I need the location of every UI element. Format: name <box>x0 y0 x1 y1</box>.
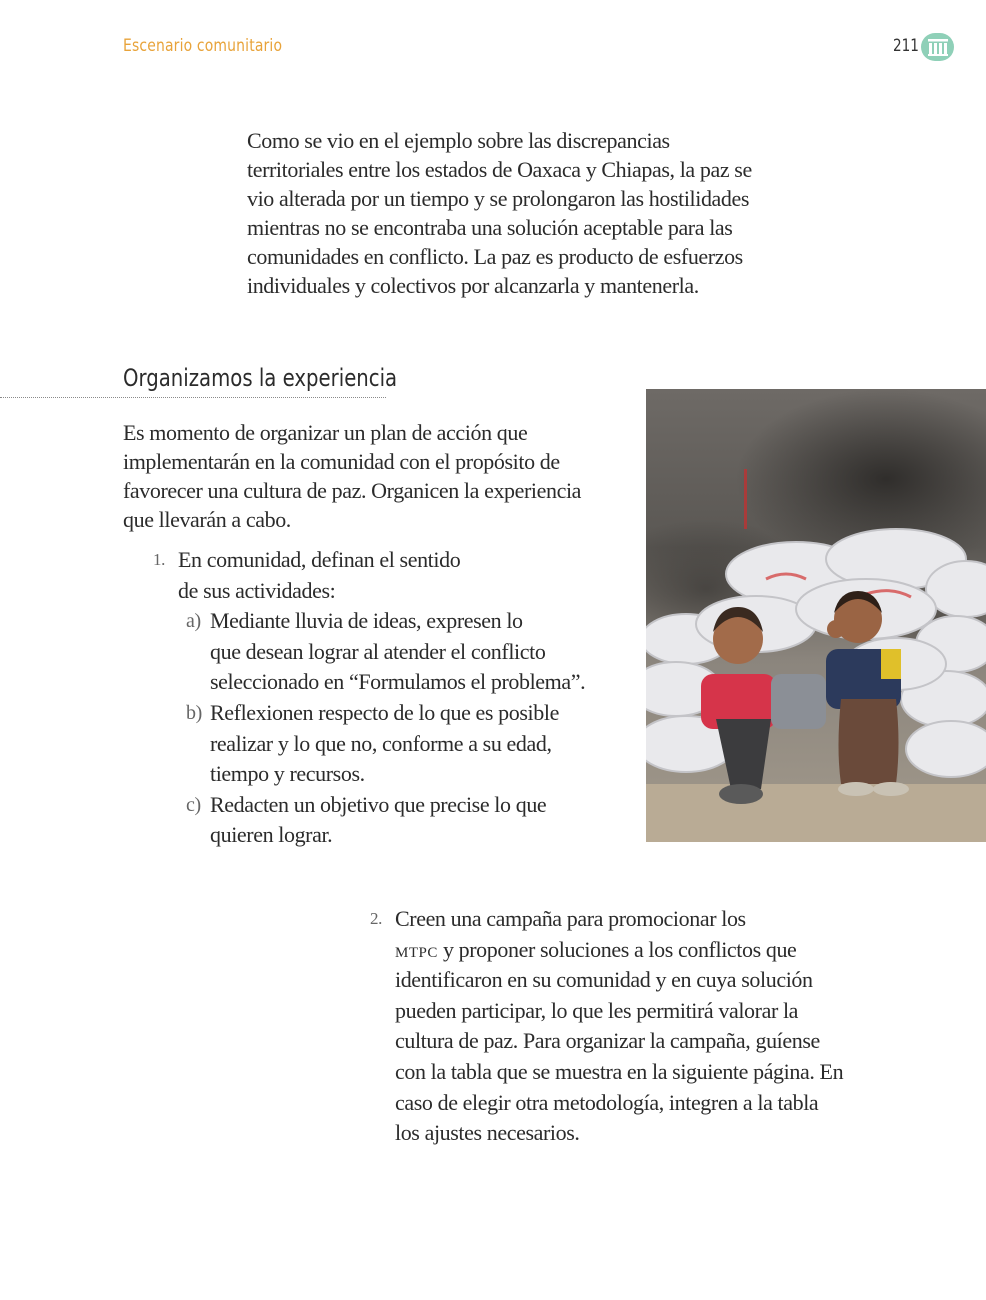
intro-line: Como se vio en el ejemplo sobre las discrepancias <box>247 128 670 153</box>
sub-line: Mediante lluvia de ideas, expresen lo <box>210 608 523 634</box>
sub-line: realizar y lo que no, conforme a su edad, <box>210 730 552 756</box>
sub-letter: a) <box>186 610 201 633</box>
step-number: 1. <box>153 550 165 569</box>
step-list <box>153 545 613 851</box>
intro-line: territoriales entre los estados de Oaxaca y Chiapas, la paz se <box>247 157 752 182</box>
lead-line: implementarán en la comunidad con el propósito de <box>123 449 560 474</box>
list-item <box>186 606 613 698</box>
step-line: identificaron en su comunidad y en cuya solución <box>395 967 813 993</box>
intro-line: vio alterada por un tiempo y se prolongaron las hostilidades <box>247 186 750 211</box>
page-badge <box>921 33 954 61</box>
lead-line: Es momento de organizar un plan de acción que <box>123 420 528 445</box>
sub-line: Redacten un objetivo que precise lo que <box>210 791 547 817</box>
step-line: pueden participar, lo que les permitirá valorar la <box>395 997 799 1023</box>
list-item <box>153 545 613 851</box>
sub-list <box>178 606 613 851</box>
step-line <box>395 935 860 966</box>
list-item <box>186 698 613 790</box>
list-item <box>186 790 613 851</box>
page-number: 211 <box>893 36 919 56</box>
sub-line: que desean lograr al atender el conflicto <box>210 638 546 664</box>
sub-line: tiempo y recursos. <box>210 761 365 787</box>
step-line: Creen una campaña para promocionar los <box>395 906 746 931</box>
acronym: mtpc <box>395 936 438 962</box>
section-divider <box>0 397 386 398</box>
sub-line: quieren lograr. <box>210 822 333 848</box>
step-line: En comunidad, definan el sentido <box>178 547 461 572</box>
sub-line: seleccionado en “Formulamos el problema”. <box>210 669 586 695</box>
step-line: los ajustes necesarios. <box>395 1120 580 1146</box>
step-line: con la tabla que se muestra en la siguiente página. En <box>395 1058 844 1084</box>
step-line: cultura de paz. Para organizar la campaña, guíense <box>395 1028 820 1054</box>
section-heading: Organizamos la experiencia <box>123 364 398 392</box>
community-building-icon <box>927 37 949 57</box>
sub-letter: c) <box>186 793 201 816</box>
intro-line: comunidades en conflicto. La paz es producto de esfuerzos <box>247 244 743 269</box>
intro-paragraph <box>247 126 787 300</box>
lead-paragraph <box>123 418 603 534</box>
lead-line: favorecer una cultura de paz. Organicen la experiencia <box>123 478 582 503</box>
intro-line: mientras no se encontraba una solución aceptable para las <box>247 215 733 240</box>
section-label: Escenario comunitario <box>123 36 283 56</box>
sub-letter: b) <box>186 701 202 724</box>
step-line: caso de elegir otra metodología, integren a la tabla <box>395 1089 819 1115</box>
list-item <box>370 904 860 1149</box>
step-line: de sus actividades: <box>178 577 336 603</box>
step-list <box>370 904 860 1149</box>
step-line-rest: y proponer soluciones a los conflictos que <box>437 936 797 962</box>
intro-line: individuales y colectivos por alcanzarla y mantenerla. <box>247 273 699 298</box>
sub-line: Reflexionen respecto de lo que es posible <box>210 699 559 725</box>
children-sandbags-photo <box>646 389 986 842</box>
lead-line: que llevarán a cabo. <box>123 507 291 532</box>
step-number: 2. <box>370 909 382 928</box>
